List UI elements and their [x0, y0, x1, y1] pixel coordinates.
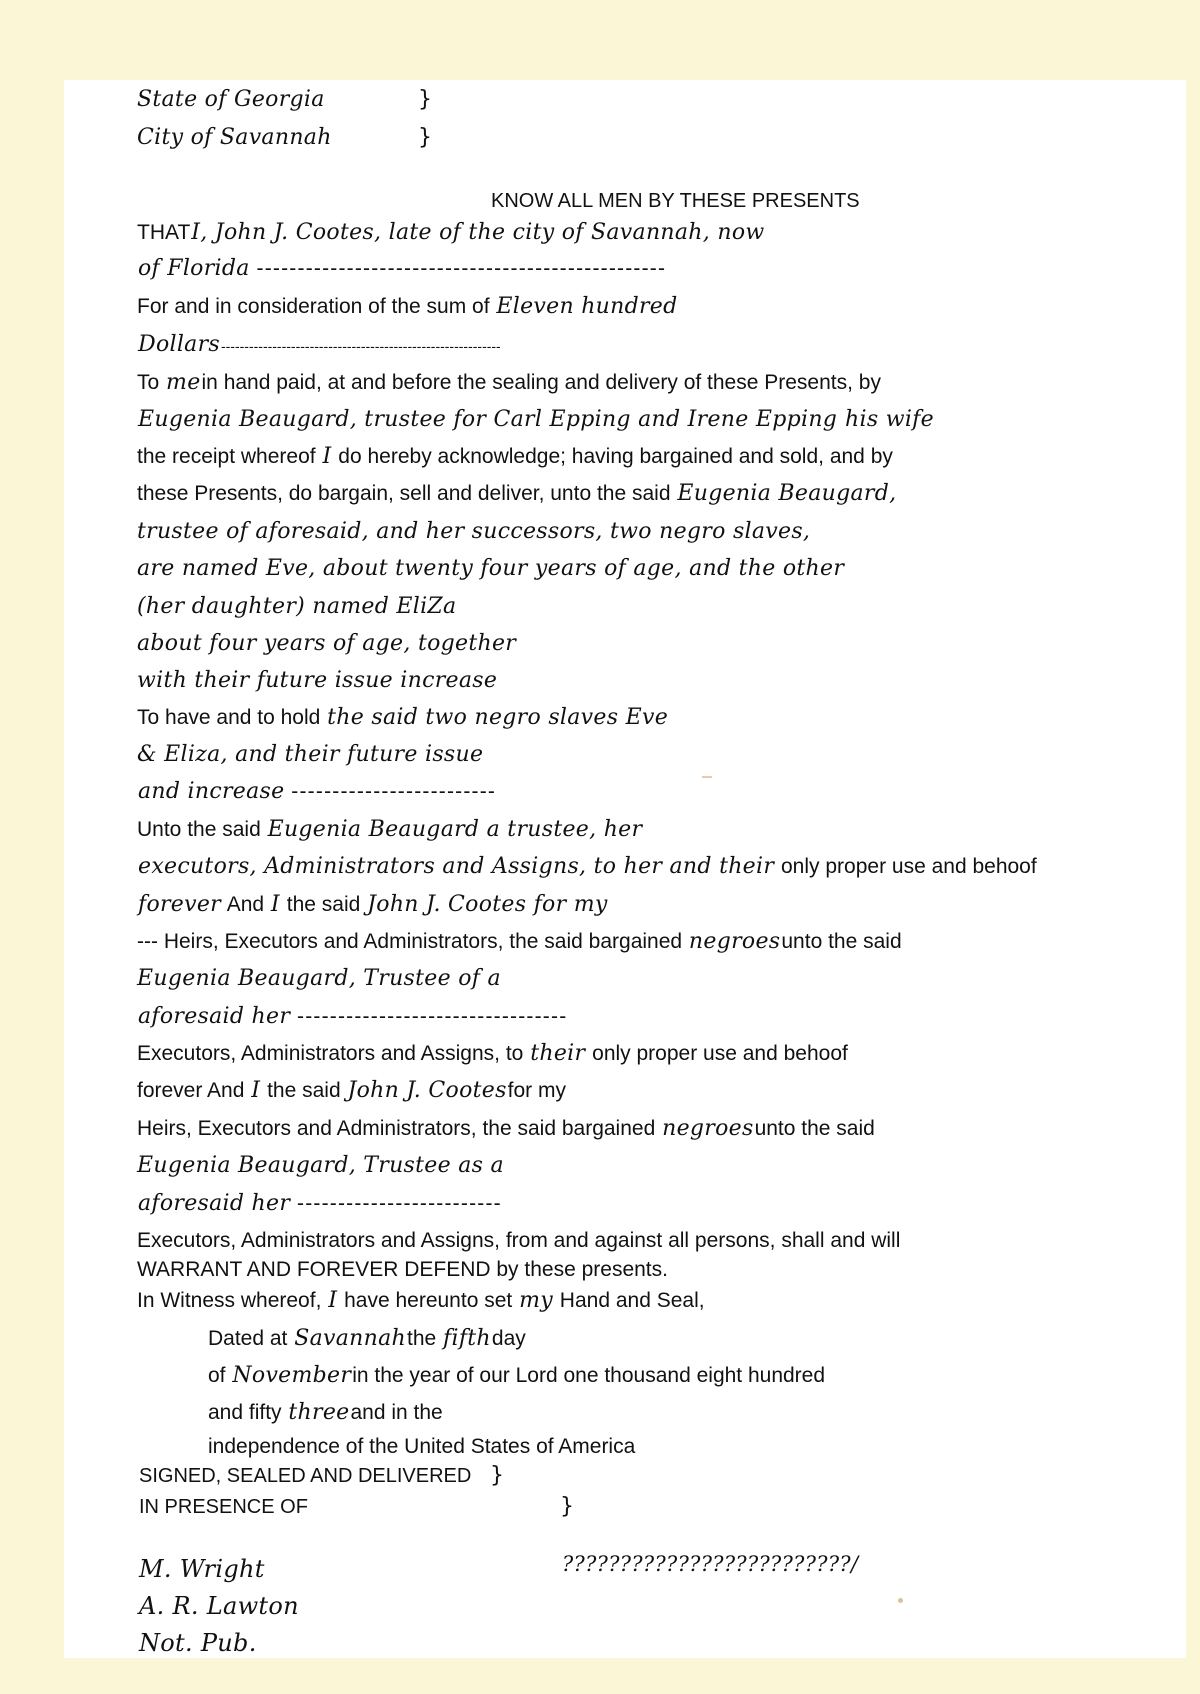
line-19: forever And I the said John J. Cootes for my — [138, 892, 608, 917]
line-34: independence of the United States of America — [208, 1435, 636, 1458]
paper-speck — [898, 1598, 903, 1603]
witness-2: A. R. Lawton — [139, 1592, 299, 1620]
line-33: and fifty threeand in the — [208, 1400, 443, 1425]
in-presence-of: IN PRESENCE OF — [139, 1496, 308, 1518]
line-18: executors, Administrators and Assigns, to her and their only proper use and behoof — [138, 854, 1037, 879]
line-30: In Witness whereof, I have hereunto set my Hand and Seal, — [137, 1288, 705, 1313]
line-6: Eugenia Beaugard, trustee for Carl Epping and Irene Epping his wife — [138, 407, 934, 432]
header-state: State of Georgia — [137, 87, 325, 112]
line-29: WARRANT AND FOREVER DEFEND by these presents. — [137, 1258, 668, 1281]
line-21: Eugenia Beaugard, Trustee of a — [137, 966, 501, 991]
line-17: Unto the said Eugenia Beaugard a trustee, her — [137, 817, 643, 842]
line-13: with their future issue increase — [137, 668, 498, 693]
witness-1: M. Wright — [139, 1555, 265, 1583]
line-9: trustee of aforesaid, and her successors, two negro slaves, — [137, 519, 811, 544]
witness-3: Not. Pub. — [139, 1629, 257, 1657]
signed-brace-2: } — [560, 1494, 574, 1519]
line-27: aforesaid her ------------------------- — [138, 1191, 502, 1216]
paper-mark — [702, 776, 712, 778]
line-14: To have and to hold the said two negro slaves Eve — [137, 705, 669, 730]
line-8: these Presents, do bargain, sell and deliver, unto the said Eugenia Beaugard, — [137, 481, 897, 506]
line-4: Dollars------------------------------------------------------------ — [138, 332, 501, 357]
signed-sealed-delivered: SIGNED, SEALED AND DELIVERED — [139, 1465, 472, 1487]
line-28: Executors, Administrators and Assigns, from and against all persons, shall and will — [137, 1229, 901, 1252]
line-7: the receipt whereof I do hereby acknowledge; having bargained and sold, and by — [137, 444, 893, 469]
line-10: are named Eve, about twenty four years of age, and the other — [137, 556, 845, 581]
line-2: of Florida -------------------------------------------------- — [138, 256, 667, 281]
line-1: THATI, John J. Cootes, late of the city of Savannah, now — [137, 220, 765, 245]
header-brace-2: } — [418, 125, 432, 150]
line-26: Eugenia Beaugard, Trustee as a — [137, 1153, 504, 1178]
line-32: of Novemberin the year of our Lord one thousand eight hundred — [208, 1363, 826, 1388]
line-15: & Eliza, and their future issue — [137, 742, 484, 767]
line-5: To mein hand paid, at and before the sealing and delivery of these Presents, by — [137, 370, 881, 395]
header-brace-1: } — [418, 87, 432, 112]
line-23: Executors, Administrators and Assigns, to their only proper use and behoof — [137, 1041, 848, 1066]
signature-line: ?????????????????????????/ — [562, 1552, 859, 1576]
line-22: aforesaid her --------------------------------- — [138, 1004, 568, 1029]
document-title: KNOW ALL MEN BY THESE PRESENTS — [491, 190, 860, 212]
line-20: --- Heirs, Executors and Administrators, the said bargained negroesunto the said — [137, 929, 902, 954]
line-16: and increase ------------------------- — [138, 779, 497, 804]
line-31: Dated at Savannahthe fifthday — [208, 1326, 526, 1351]
line-24: forever And I the said John J. Cootesfor my — [137, 1078, 567, 1103]
line-3: For and in consideration of the sum of Eleven hundred — [137, 294, 678, 319]
signed-brace-1: } — [490, 1463, 504, 1488]
line-12: about four years of age, together — [137, 631, 517, 656]
line-25: Heirs, Executors and Administrators, the said bargained negroesunto the said — [137, 1116, 875, 1141]
line-11: (her daughter) named EliZa — [137, 594, 457, 619]
header-city: City of Savannah — [137, 125, 332, 150]
